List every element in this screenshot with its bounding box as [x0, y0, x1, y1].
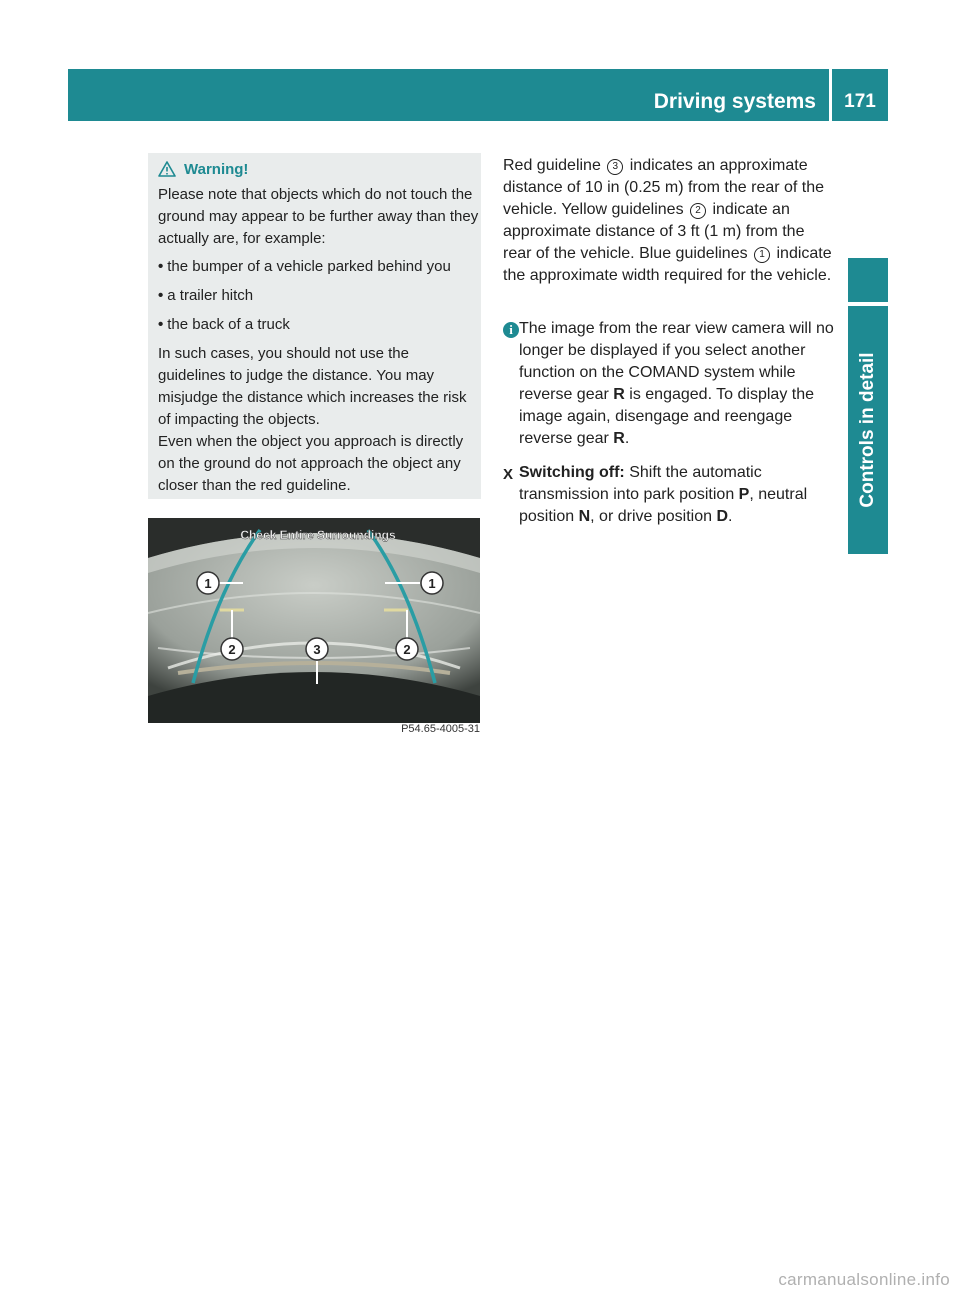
side-tab-label: Controls in detail — [857, 352, 878, 508]
header-bar — [68, 69, 888, 121]
page-number: 171 — [844, 91, 876, 112]
info-icon: i — [503, 322, 519, 338]
warning-header — [158, 159, 248, 179]
warning-bullet: • the bumper of a vehicle parked behind you — [158, 258, 451, 275]
section-title: Driving systems — [653, 90, 816, 113]
camera-overlay-text: Check Entire Surroundings — [240, 528, 396, 542]
callout-ref-2: 2 — [690, 203, 706, 219]
warning-bullet: • a trailer hitch — [158, 287, 254, 304]
info-note: The image from the rear view camera will no longer be displayed if you select another function on the COMAND system while reverse gear R is engaged. To display the image again, disengage and reengage reverse gear R. — [519, 320, 834, 447]
watermark: carmanualsonline.info — [778, 1270, 950, 1289]
callout-label: 3 — [313, 642, 321, 657]
callout-ref-1: 1 — [754, 247, 770, 263]
switching-off-step: Switching off: Shift the automatic transmission into park position P, neutral position N, or drive position D. — [519, 464, 808, 525]
rear-camera-illustration — [148, 518, 480, 723]
warning-title: Warning! — [184, 160, 249, 178]
figure-caption: P54.65-4005-31 — [401, 723, 480, 735]
callout-label: 1 — [428, 576, 436, 591]
warning-paragraph: Even when the object you approach is directly on the ground do not approach the object any closer than the red guideline. — [158, 433, 464, 494]
warning-box — [148, 153, 481, 499]
rear-camera-image — [148, 518, 480, 723]
guideline-paragraph: Red guideline 3 indicates an approximate distance of 10 in (0.25 m) from the rear of the vehicle. Yellow guidelines 2 indicate an approximate distance of 3 ft (1 m) from the rear of the vehicle. Blue guidelines 1 indicate the approximate width required for the vehicle. — [503, 157, 832, 284]
side-marker — [848, 258, 888, 302]
callout-ref-3: 3 — [607, 159, 623, 175]
warning-bullet: • the back of a truck — [158, 316, 290, 333]
warning-paragraph: In such cases, you should not use the guidelines to judge the distance. You may misjudge the distance which increases the risk of impacting the objects. — [158, 345, 467, 428]
warning-intro: Please note that objects which do not touch the ground may appear to be further away than they actually are, for example: — [158, 186, 479, 247]
callout-label: 2 — [403, 642, 411, 657]
callout-label: 2 — [228, 642, 236, 657]
warning-triangle-icon — [158, 161, 176, 177]
callout-label: 1 — [204, 576, 212, 591]
action-arrow-icon: X — [503, 466, 514, 483]
